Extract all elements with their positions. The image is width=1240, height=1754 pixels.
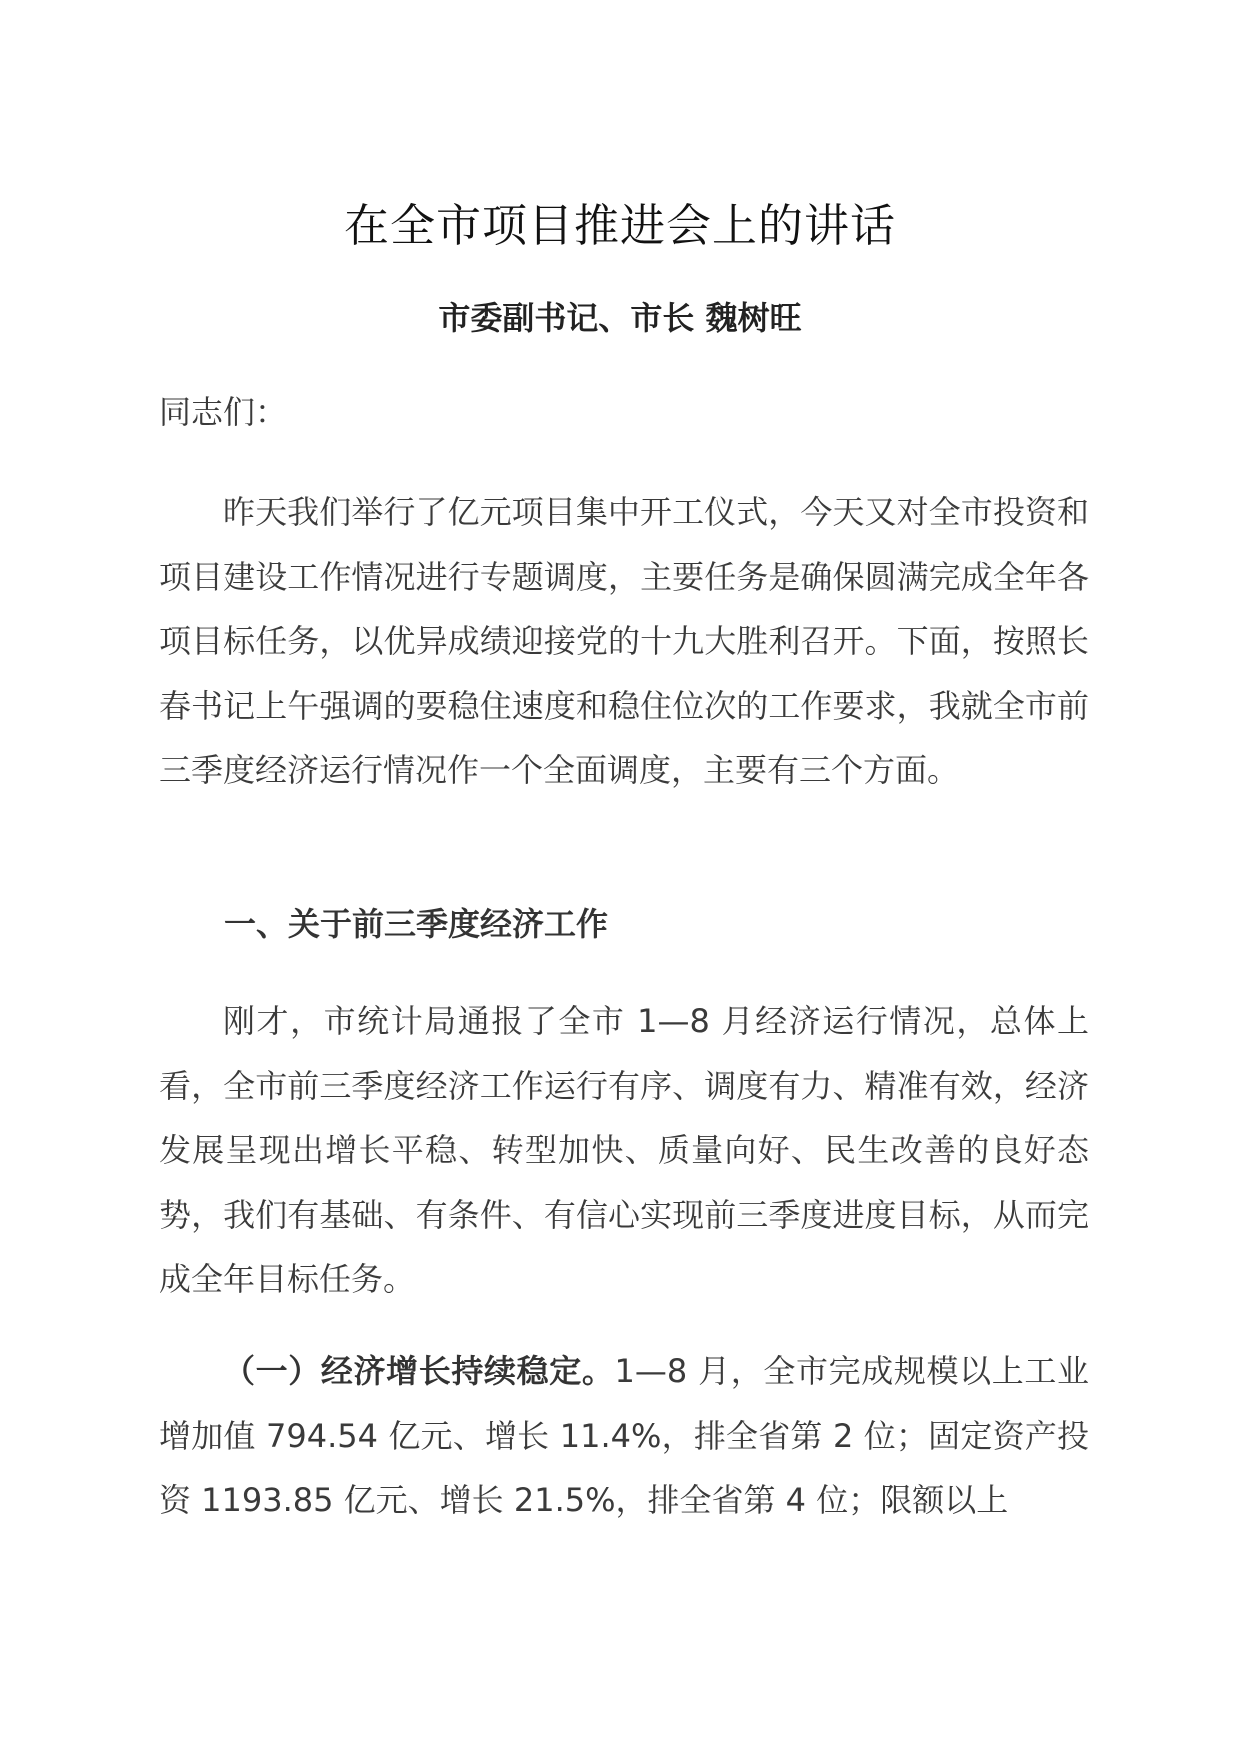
subsection-text: 1—8 月，全市完成规模以上工业增加值 794.54 亿元、增长 11.4%，排全省第 2 位；固定资产投资 1193.85 亿元、增长 21.5%，排全省第 4 位；限额以上 <box>159 1352 1089 1519</box>
subsection-heading: （一）经济增长持续稳定。 <box>223 1352 615 1390</box>
intro-paragraph: 昨天我们举行了亿元项目集中开工仪式，今天又对全市投资和项目建设工作情况进行专题调度，主要任务是确保圆满完成全年各项目标任务，以优异成绩迎接党的十九大胜利召开。下面，按照长春书记上午强调的要稳住速度和稳住位次的工作要求，我就全市前三季度经济运行情况作一个全面调度，主要有三个方面。 <box>159 493 1089 789</box>
greeting: 同志们： <box>159 393 288 431</box>
body-paragraph: 刚才，市统计局通报了全市 1—8 月经济运行情况，总体上看，全市前三季度经济工作运行有序、调度有力、精准有效，经济发展呈现出增长平稳、转型加快、质量向好、民生改善的良好态势，我们有基础、有条件、有信心实现前三季度进度目标，从而完成全年目标任务。 <box>159 1002 1089 1298</box>
document-title: 在全市项目推进会上的讲话 <box>343 199 896 252</box>
subsection-paragraph <box>159 1339 1089 1533</box>
section-heading: 一、关于前三季度经济工作 <box>224 905 609 943</box>
speaker-byline: 市委副书记、市长 魏树旺 <box>438 299 802 337</box>
